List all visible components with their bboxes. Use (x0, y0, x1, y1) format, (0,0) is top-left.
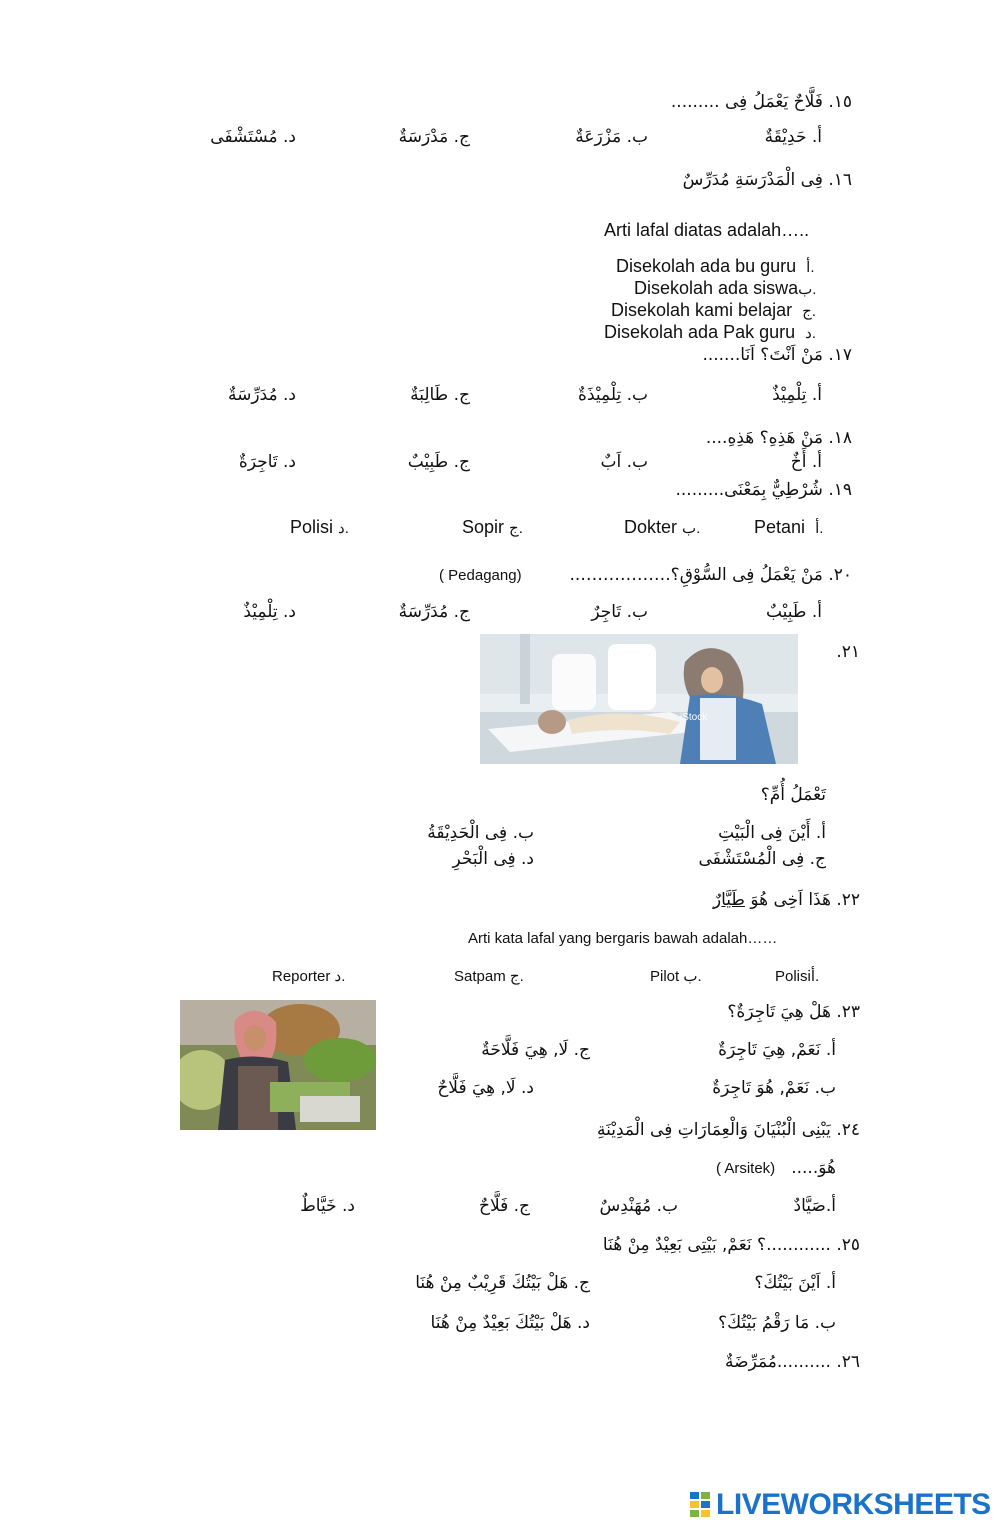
q22-option-b-text: Pilot (650, 968, 680, 985)
q23-option-c[interactable]: ج. لَا, هِيَ فَلَّاحَةٌ (481, 1040, 590, 1060)
q24-option-b[interactable]: ب. مُهَنْدِسٌ (599, 1196, 678, 1216)
q16-option-b-text: Disekolah ada siswa (634, 278, 799, 298)
q22-option-c-text: Satpam (454, 968, 506, 985)
q16-stem: ١٦. فِى الْمَدْرَسَةِ مُدَرِّسٌ (682, 170, 852, 190)
q22-option-c-letter: ج. (509, 968, 524, 985)
q18-option-c[interactable]: ج. طَبِيْبٌ (407, 452, 470, 472)
q23-option-a[interactable]: أ. نَعَمْ, هِيَ تَاجِرَةٌ (718, 1040, 836, 1060)
q19-option-a-text: Petani (754, 517, 806, 537)
liveworksheets-logo (690, 1488, 991, 1522)
q16-option-a-text: Disekolah ada bu guru (616, 256, 797, 276)
q21-option-d[interactable]: د. فِى الْبَحْرِ (452, 849, 534, 869)
q21-stem: تَعْمَلُ أُمِّ؟ (760, 785, 826, 805)
q22-option-d-letter: د. (334, 968, 346, 985)
market-seller-photo (180, 1000, 376, 1130)
q17-stem: ١٧. مَنْ اَنْتَ؟ اَنَا....... (702, 345, 852, 365)
q24-option-c[interactable]: ج. فَلَّاحٌ (478, 1196, 530, 1216)
hospital-photo (480, 634, 798, 764)
q21-number: ٢١. (836, 642, 860, 662)
q23-option-b[interactable]: ب. نَعَمْ, هُوَ تَاجِرَةٌ (712, 1078, 836, 1098)
q15-option-b[interactable]: ب. مَزْرَعَةٌ (575, 127, 648, 147)
q22-option-a[interactable] (775, 967, 819, 985)
q15-option-a[interactable]: أ. حَدِيْقَةٌ (764, 127, 822, 147)
q20-option-d[interactable]: د. تِلْمِيْذٌ (243, 602, 296, 622)
q16-option-c-letter: ج. (802, 303, 816, 320)
q17-option-b[interactable]: ب. تِلْمِيْذَةٌ (578, 385, 648, 405)
q17-option-d[interactable]: د. مُدَرِّسَةٌ (228, 385, 296, 405)
q25-option-a[interactable]: أ. اَيْنَ بَيْتُكَ؟ (754, 1273, 836, 1293)
q22-option-d[interactable] (272, 967, 345, 985)
q19-option-b-letter: ب. (682, 520, 701, 537)
q20-option-a[interactable]: أ. طَبِيْبٌ (765, 602, 822, 622)
q16-option-b-letter: ب. (798, 281, 817, 298)
q19-option-c[interactable] (462, 517, 523, 538)
q20-option-b[interactable]: ب. تَاجِرٌ (591, 602, 648, 622)
q16-option-c-text: Disekolah kami belajar (611, 300, 793, 320)
q22-option-c[interactable] (454, 967, 524, 985)
q24-hint: ( Arsitek) (716, 1160, 776, 1177)
q16-option-a[interactable] (616, 256, 814, 277)
liveworksheets-grid-icon (690, 1492, 710, 1518)
liveworksheets-wordmark: LIVEWORKSHEETS (716, 1488, 991, 1521)
q23-option-d[interactable]: د. لَا, هِيَ فَلَّاحٌ (437, 1078, 534, 1098)
q15-option-d[interactable]: د. مُسْتَشْفَى (210, 127, 296, 147)
q17-option-a[interactable]: أ. تِلْمِيْذٌ (772, 385, 822, 405)
q22-underlined-word: طَيَّارٌ (712, 890, 745, 910)
q15-option-c[interactable]: ج. مَدْرَسَةٌ (398, 127, 470, 147)
q26-stem: ٢٦. ..........مُمَرِّضَةٌ (725, 1352, 860, 1372)
q20-option-c[interactable]: ج. مُدَرِّسَةٌ (398, 602, 470, 622)
q22-prompt: Arti kata lafal yang bergaris bawah adalah…… (468, 930, 778, 947)
q19-option-a-letter: أ. (815, 520, 824, 537)
q19-option-b-text: Dokter (624, 517, 678, 537)
q19-option-c-letter: ج. (509, 520, 523, 537)
q18-option-a[interactable]: أ. أَخٌ (790, 452, 822, 472)
q22-option-a-text: Polisi (775, 968, 811, 985)
q16-option-d-letter: د. (805, 325, 816, 342)
q25-option-d[interactable]: د. هَلْ بَيْتُكَ بَعِيْدٌ مِنْ هُنَا (430, 1313, 590, 1333)
q20-hint: ( Pedagang) (439, 567, 522, 584)
q22-stem (713, 890, 860, 910)
q22-stem-text: ٢٢. هَذَا اَخِى هُوَ (744, 890, 860, 910)
q16-prompt: Arti lafal diatas adalah….. (604, 220, 810, 240)
q22-option-d-text: Reporter (272, 968, 331, 985)
q19-option-d[interactable] (290, 517, 349, 538)
q18-stem: ١٨. مَنْ هَذِهِ؟ هَذِهِ.... (705, 428, 852, 448)
q22-option-b-letter: ب. (683, 968, 702, 985)
q17-option-c[interactable]: ج. طَالِبَةٌ (410, 385, 470, 405)
q25-stem: ٢٥. ............؟ نَعَمْ, بَيْتِى بَعِيْدٌ مِنْ هُنَا (602, 1235, 860, 1255)
q18-option-b[interactable]: ب. اَبٌ (600, 452, 648, 472)
q25-option-b[interactable]: ب. مَا رَقْمُ بَيْتُكَ؟ (718, 1313, 836, 1333)
q19-option-b[interactable] (624, 517, 700, 538)
q24-sub: هُوَ..... (791, 1158, 836, 1178)
istock-watermark: iStock (680, 712, 708, 723)
q21-option-c[interactable]: ج. فِى الْمُسْتَشْفَى (698, 849, 826, 869)
q19-option-c-text: Sopir (462, 517, 505, 537)
q21-option-a[interactable]: أ. أَيْنَ فِى الْبَيْتِ (718, 823, 826, 843)
q16-option-a-letter: أ. (806, 259, 815, 276)
q16-option-d[interactable] (604, 322, 816, 343)
q22-option-a-letter: أ. (810, 968, 820, 985)
q23-stem: ٢٣. هَلْ هِيَ تَاجِرَةٌ؟ (727, 1002, 860, 1022)
q16-option-b[interactable] (634, 278, 816, 299)
q19-option-a[interactable] (754, 517, 823, 538)
q21-option-b[interactable]: ب. فِى الْحَدِيْقَةُ (427, 823, 534, 843)
q15-stem: ١٥. فَلَّاحٌ يَعْمَلُ فِى ......... (670, 92, 852, 112)
q19-stem: ١٩. شُرْطِيٌّ بِمَعْنَى......... (675, 480, 852, 500)
q19-option-d-text: Polisi (290, 517, 334, 537)
q18-option-d[interactable]: د. تَاجِرَةٌ (238, 452, 296, 472)
q22-option-b[interactable] (650, 967, 702, 985)
q24-option-a[interactable]: أ.صَيَّادٌ (793, 1196, 836, 1216)
q16-option-c[interactable] (611, 300, 816, 321)
q25-option-c[interactable]: ج. هَلْ بَيْتُكَ قَرِيْبٌ مِنْ هُنَا (415, 1273, 590, 1293)
q24-option-d[interactable]: د. خَيَّاطٌ (300, 1196, 355, 1216)
q24-stem: ٢٤. يَبْنِى الْبُنْيَانَ وَالْعِمَارَاتِ فِى الْمَدِيْنَةِ (597, 1120, 860, 1140)
q16-option-d-text: Disekolah ada Pak guru (604, 322, 796, 342)
q19-option-d-letter: د. (338, 520, 349, 537)
q20-stem: ٢٠. مَنْ يَعْمَلُ فِى السُّوْقِ؟.…………….. (569, 565, 852, 585)
